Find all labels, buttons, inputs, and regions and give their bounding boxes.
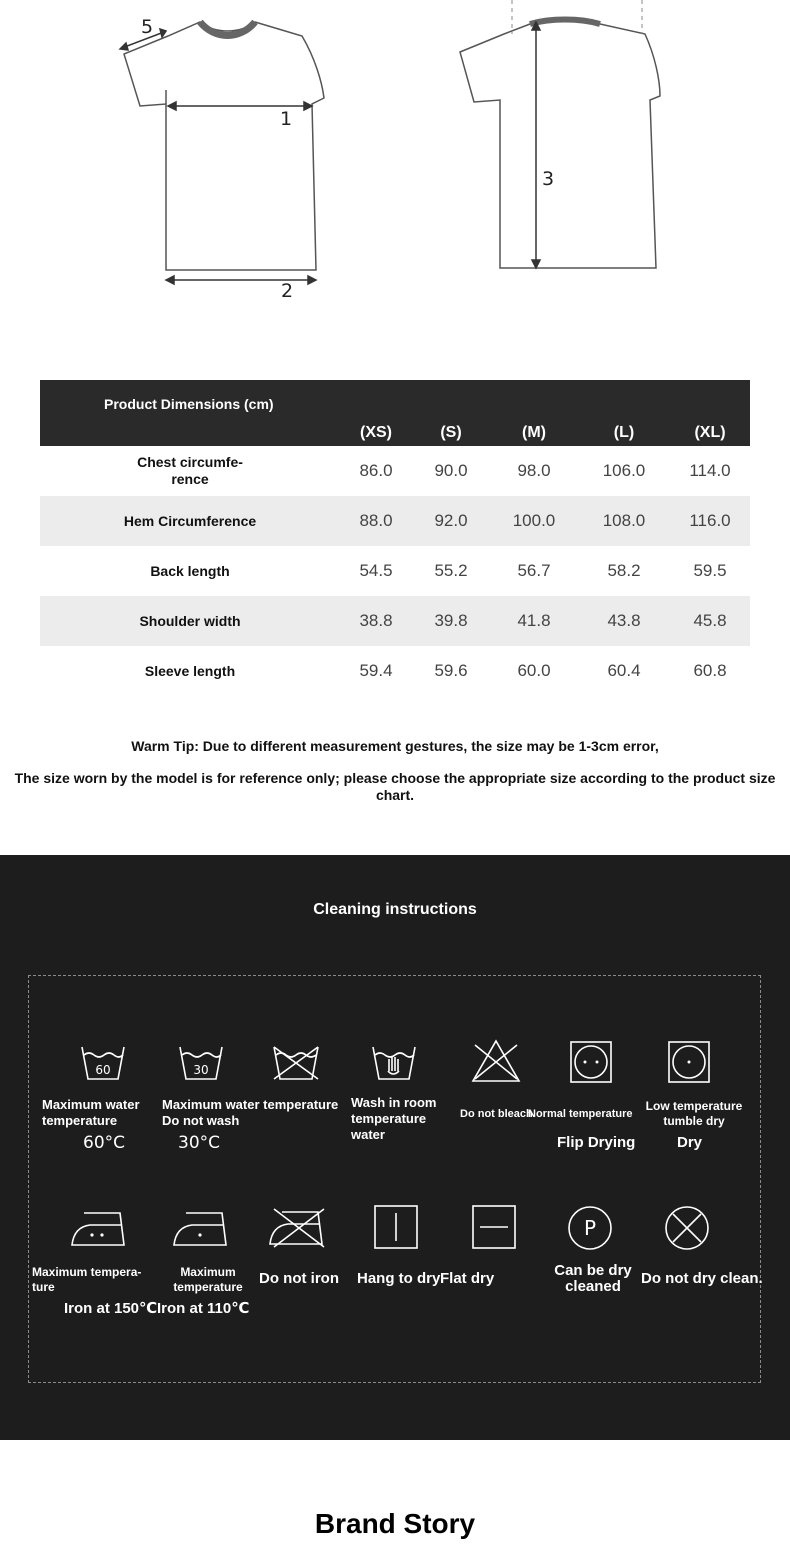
label-dry: Dry: [677, 1134, 703, 1151]
row-label: Hem Circumference: [40, 496, 340, 546]
table-header-size: (S): [412, 380, 490, 446]
label-low-temp-tumble: Low temperature tumble dry: [645, 1099, 743, 1128]
row-label: Shoulder width: [40, 596, 340, 646]
table-cell: 108.0: [578, 496, 670, 546]
measure-label-2: 2: [281, 280, 294, 302]
table-header-size: (L): [578, 380, 670, 446]
row-label: Back length: [150, 562, 230, 579]
tshirt-front-diagram: [110, 10, 340, 310]
label-no-dry-clean: Do not dry clean.: [641, 1270, 763, 1287]
cleaning-icons-box: [28, 975, 761, 1383]
label-flip-drying: Flip Drying: [557, 1134, 636, 1151]
table-header-size: (XL): [670, 380, 750, 446]
table-row: [40, 596, 750, 646]
table-cell: 100.0: [490, 496, 578, 546]
table-header-size: (XS): [340, 380, 412, 446]
measure-label-1: 1: [280, 108, 293, 130]
size-reference-note: The size worn by the model is for reference only; please choose the appropriate size according to the product size chart.: [14, 770, 776, 803]
label-iron-150: Maximum tempera- ture: [32, 1265, 142, 1294]
tshirt-back-diagram: [450, 0, 670, 280]
label-do-not-iron: Do not iron: [259, 1270, 339, 1287]
label-flat-dry: Flat dry: [440, 1270, 495, 1287]
wash-60-icon: [80, 1045, 126, 1081]
wash-60-number: 60: [95, 1063, 111, 1077]
dry-clean-letter: P: [583, 1216, 597, 1240]
table-cell: 114.0: [689, 461, 731, 480]
label-max-water-30: Maximum water temperature Do not wash: [162, 1097, 339, 1128]
table-cell: 88.0: [340, 496, 412, 546]
tumble-dry-normal-icon: [570, 1041, 612, 1083]
size-table: [40, 380, 750, 696]
table-row: [40, 496, 750, 546]
table-cell: 45.8: [670, 596, 750, 646]
table-cell: 60.0: [517, 661, 551, 680]
do-not-iron-icon: [268, 1205, 328, 1249]
table-cell: 39.8: [412, 596, 490, 646]
do-not-dry-clean-icon: [664, 1205, 710, 1251]
wash-30-icon: [178, 1045, 224, 1081]
table-cell: 106.0: [602, 461, 646, 480]
label-iron-150-value: Iron at 150℃: [64, 1300, 158, 1317]
table-cell: 98.0: [517, 461, 551, 480]
table-row: [40, 546, 750, 596]
label-iron-110: Maximum temperature: [173, 1265, 243, 1294]
table-cell: 86.0: [359, 461, 393, 480]
measure-label-5: 5: [141, 16, 154, 38]
table-row: [40, 646, 750, 696]
table-cell: 90.0: [434, 461, 468, 480]
iron-150-icon: [70, 1207, 128, 1249]
table-cell: 60.4: [607, 661, 641, 680]
cleaning-section: [0, 855, 790, 1440]
table-cell: 56.7: [517, 561, 551, 580]
hang-dry-icon: [374, 1205, 418, 1249]
table-cell: 59.6: [434, 661, 468, 680]
label-normal-temperature: Normal temperature: [528, 1108, 633, 1120]
table-header-row: [40, 380, 750, 446]
hand-wash-icon: [371, 1045, 417, 1081]
measure-label-3: 3: [542, 168, 555, 190]
table-cell: 58.2: [607, 561, 641, 580]
table-header-size: (M): [490, 380, 578, 446]
do-not-wash-icon: [272, 1045, 320, 1081]
label-max-water-60: Maximum water temperature: [42, 1097, 140, 1128]
temp-30: 30°C: [178, 1133, 221, 1153]
flat-dry-icon: [472, 1205, 516, 1249]
label-hand-wash: Wash in room temperature water: [351, 1095, 437, 1142]
table-cell: 92.0: [412, 496, 490, 546]
label-hang-dry: Hang to dry: [357, 1270, 441, 1287]
label-iron-110-value: Iron at 110℃: [157, 1300, 250, 1317]
table-cell: 41.8: [490, 596, 578, 646]
do-not-bleach-icon: [471, 1039, 521, 1083]
table-cell: 60.8: [693, 661, 727, 680]
table-header-dimensions: Product Dimensions (cm): [40, 380, 340, 446]
iron-110-icon: [172, 1207, 230, 1249]
table-cell: 59.5: [693, 561, 727, 580]
row-label: Sleeve length: [144, 662, 236, 679]
row-label: Chest circumfe- rence: [137, 454, 243, 487]
table-cell: 59.4: [359, 661, 393, 680]
label-can-dry-clean: Can be dry cleaned: [554, 1262, 632, 1295]
label-no-bleach: Do not bleach: [460, 1108, 533, 1120]
table-cell: 43.8: [578, 596, 670, 646]
wash-30-number: 30: [193, 1063, 209, 1077]
warm-tip: Warm Tip: Due to different measurement gestures, the size may be 1-3cm error,: [131, 738, 659, 754]
brand-story-title: Brand Story: [314, 1508, 476, 1539]
tumble-dry-low-icon: [668, 1041, 710, 1083]
dry-clean-icon: [567, 1205, 613, 1251]
temp-60: 60°C: [83, 1133, 126, 1153]
table-cell: 38.8: [340, 596, 412, 646]
table-cell: 54.5: [359, 561, 393, 580]
table-row: [40, 446, 750, 496]
table-cell: 55.2: [434, 561, 468, 580]
cleaning-title: Cleaning instructions: [313, 901, 477, 918]
table-cell: 116.0: [670, 496, 750, 546]
